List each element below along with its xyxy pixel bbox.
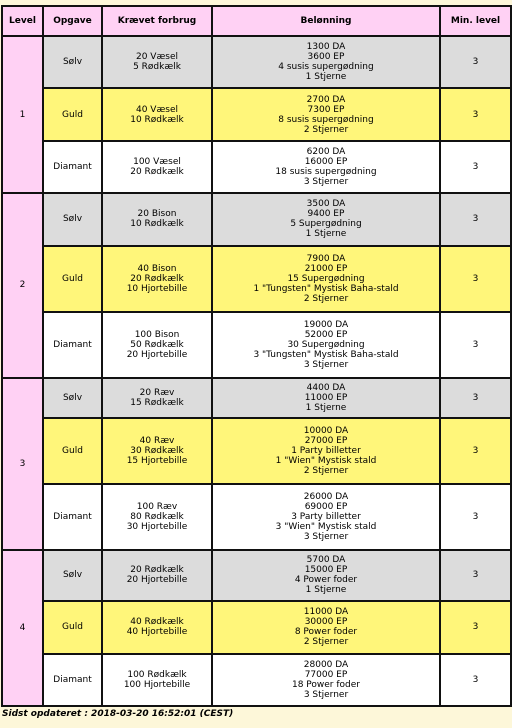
required-consumption-line: 20 Rødkælk (130, 166, 184, 177)
reward-line: 11000 DA (303, 607, 349, 618)
reward-line: 6200 DA (306, 146, 346, 157)
reward-line: 2700 DA (306, 94, 346, 105)
reward-line: 4 Power foder (294, 575, 358, 586)
min-level: 3 (440, 141, 511, 193)
reward (212, 484, 440, 549)
required-consumption-line: 100 Hjortebille (123, 679, 191, 690)
reward-line: 9400 EP (307, 209, 345, 220)
reward-line: 2 Stjerner (303, 466, 349, 477)
reward-line: 2 Stjerner (303, 293, 349, 304)
required-consumption-line: 20 Bison (137, 209, 177, 220)
task-name: Diamant (43, 484, 102, 549)
reward-line: 28000 DA (303, 659, 349, 670)
required-consumption-line: 15 Hjortebille (126, 456, 188, 467)
reward-line: 18 susis supergødning (275, 166, 377, 177)
table-row (2, 312, 511, 377)
reward-line: 2 Stjerner (303, 637, 349, 648)
quest-table (1, 5, 512, 707)
reward-line: 5 Supergødning (290, 219, 362, 230)
task-name: Guld (43, 418, 102, 484)
task-name: Guld (43, 246, 102, 312)
required-consumption-line: 10 Hjortebille (126, 283, 188, 294)
required-consumption-line: 100 Bison (134, 329, 180, 340)
required-consumption-line: 20 Væsel (135, 52, 179, 63)
required-consumption (102, 88, 212, 140)
required-consumption-line: 40 Bison (137, 263, 177, 274)
required-consumption (102, 601, 212, 653)
table-row (2, 654, 511, 706)
task-name: Sølv (43, 550, 102, 601)
required-consumption-line: 100 Ræv (136, 502, 178, 513)
reward-line: 3 Stjerner (303, 176, 349, 187)
reward-line: 3 "Wien" Mystisk stald (275, 522, 377, 533)
table-row (2, 88, 511, 140)
reward-line: 3 Party billetter (291, 512, 361, 523)
reward-line: 7300 EP (307, 104, 345, 115)
task-name: Guld (43, 601, 102, 653)
required-consumption-line: 10 Rødkælk (130, 219, 184, 230)
min-level: 3 (440, 418, 511, 484)
reward-line: 1 Party billetter (291, 446, 361, 457)
required-consumption-line: 20 Rødkælk (130, 565, 184, 576)
reward-line: 1 "Wien" Mystisk stald (275, 456, 377, 467)
header-required: Krævet forbrug (102, 6, 212, 36)
task-name: Diamant (43, 312, 102, 377)
min-level: 3 (440, 193, 511, 245)
min-level: 3 (440, 36, 511, 88)
reward-line: 3600 EP (307, 52, 345, 63)
required-consumption (102, 193, 212, 245)
reward-line: 5700 DA (306, 555, 346, 566)
task-name: Sølv (43, 36, 102, 88)
required-consumption (102, 378, 212, 418)
required-consumption-line: 100 Rødkælk (127, 669, 187, 680)
required-consumption-line: 10 Rødkælk (130, 114, 184, 125)
reward-line: 30 Supergødning (287, 339, 365, 350)
table-row (2, 36, 511, 88)
table-row (2, 550, 511, 601)
min-level: 3 (440, 601, 511, 653)
reward-line: 27000 EP (304, 436, 348, 447)
required-consumption (102, 654, 212, 706)
header-reward: Belønning (212, 6, 440, 36)
reward-line: 11000 EP (304, 392, 348, 403)
reward-line: 69000 EP (304, 502, 348, 513)
task-name: Sølv (43, 193, 102, 245)
table-row (2, 418, 511, 484)
reward-line: 4400 DA (306, 382, 346, 393)
quest-table-body (2, 36, 511, 706)
required-consumption-line: 40 Ræv (139, 436, 175, 447)
reward-line: 1300 DA (306, 42, 346, 53)
reward-line: 26000 DA (303, 492, 349, 503)
required-consumption-line: 20 Ræv (139, 387, 175, 398)
header-level: Level (2, 6, 43, 36)
table-row (2, 246, 511, 312)
level-number: 4 (2, 550, 43, 706)
required-consumption-line: 100 Væsel (133, 156, 181, 167)
required-consumption (102, 484, 212, 549)
reward-line: 1 Stjerne (305, 585, 347, 596)
task-name: Diamant (43, 141, 102, 193)
min-level: 3 (440, 378, 511, 418)
reward-line: 18 Power foder (291, 679, 360, 690)
required-consumption (102, 550, 212, 601)
table-row (2, 601, 511, 653)
min-level: 3 (440, 654, 511, 706)
required-consumption-line: 30 Hjortebille (126, 522, 188, 533)
reward-line: 3 Stjerner (303, 689, 349, 700)
reward-line: 7900 DA (306, 253, 346, 264)
required-consumption (102, 141, 212, 193)
min-level: 3 (440, 88, 511, 140)
required-consumption (102, 246, 212, 312)
reward-line: 3 Stjerner (303, 532, 349, 543)
required-consumption-line: 20 Hjortebille (126, 575, 188, 586)
required-consumption-line: 40 Hjortebille (126, 627, 188, 638)
required-consumption-line: 20 Rødkælk (130, 273, 184, 284)
required-consumption-line: 20 Hjortebille (126, 349, 188, 360)
required-consumption-line: 80 Rødkælk (130, 512, 184, 523)
reward-line: 1 Stjerne (305, 72, 347, 83)
reward (212, 601, 440, 653)
task-name: Guld (43, 88, 102, 140)
reward (212, 312, 440, 377)
table-row (2, 193, 511, 245)
reward-line: 77000 EP (304, 669, 348, 680)
reward (212, 550, 440, 601)
reward-line: 52000 EP (304, 329, 348, 340)
required-consumption-line: 40 Rødkælk (130, 617, 184, 628)
reward-line: 30000 EP (304, 617, 348, 628)
table-row (2, 484, 511, 549)
reward-line: 4 susis supergødning (278, 62, 374, 73)
reward-line: 1 "Tungsten" Mystisk Baha-stald (253, 283, 399, 294)
reward (212, 246, 440, 312)
reward-line: 8 Power foder (294, 627, 358, 638)
last-updated: Sidst opdateret : 2018-03-20 16:52:01 (CEST) (2, 709, 234, 719)
required-consumption-line: 15 Rødkælk (130, 397, 184, 408)
reward (212, 193, 440, 245)
reward (212, 418, 440, 484)
required-consumption (102, 36, 212, 88)
required-consumption (102, 418, 212, 484)
reward-line: 10000 DA (303, 426, 349, 437)
required-consumption-line: 30 Rødkælk (130, 446, 184, 457)
required-consumption-line: 50 Rødkælk (130, 339, 184, 350)
reward-line: 19000 DA (303, 319, 349, 330)
reward-line: 8 susis supergødning (278, 114, 374, 125)
required-consumption-line: 40 Væsel (135, 104, 179, 115)
reward-line: 15 Supergødning (287, 273, 365, 284)
level-number: 3 (2, 378, 43, 550)
min-level: 3 (440, 550, 511, 601)
reward-line: 2 Stjerner (303, 124, 349, 135)
task-name: Diamant (43, 654, 102, 706)
reward-line: 3500 DA (306, 199, 346, 210)
reward-line: 21000 EP (304, 263, 348, 274)
reward-line: 3 Stjerner (303, 359, 349, 370)
reward-line: 1 Stjerne (305, 229, 347, 240)
reward (212, 654, 440, 706)
level-number: 2 (2, 193, 43, 377)
task-name: Sølv (43, 378, 102, 418)
required-consumption-line: 5 Rødkælk (133, 62, 181, 73)
header-row (2, 6, 511, 36)
table-row (2, 378, 511, 418)
reward-line: 16000 EP (304, 156, 348, 167)
header-task: Opgave (43, 6, 102, 36)
table-row (2, 141, 511, 193)
reward (212, 36, 440, 88)
reward (212, 88, 440, 140)
min-level: 3 (440, 484, 511, 549)
reward-line: 15000 EP (304, 565, 348, 576)
reward-line: 1 Stjerne (305, 402, 347, 413)
reward-line: 3 "Tungsten" Mystisk Baha-stald (253, 349, 399, 360)
level-number: 1 (2, 36, 43, 193)
min-level: 3 (440, 246, 511, 312)
reward (212, 141, 440, 193)
header-min-level: Min. level (440, 6, 511, 36)
min-level: 3 (440, 312, 511, 377)
required-consumption (102, 312, 212, 377)
reward (212, 378, 440, 418)
